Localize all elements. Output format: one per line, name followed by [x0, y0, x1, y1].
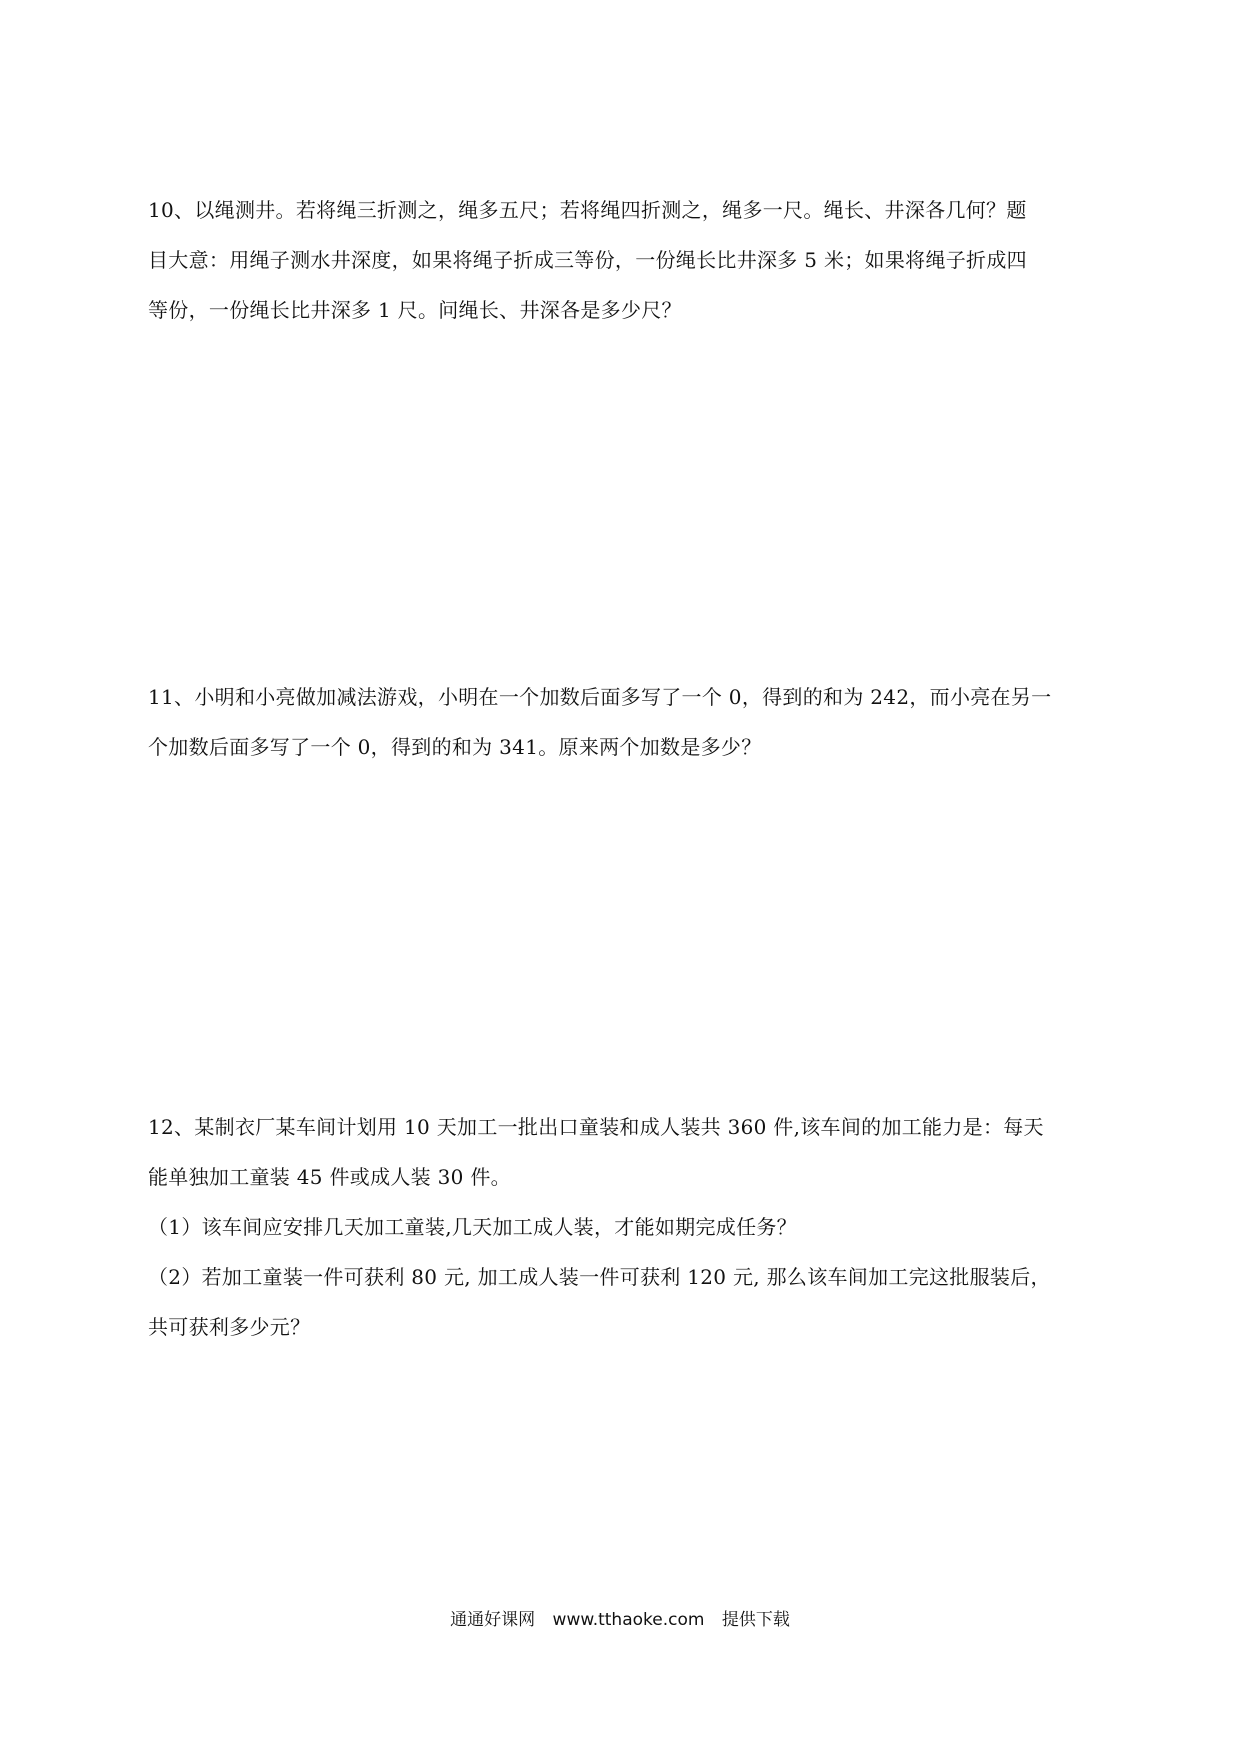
question-10 — [148, 185, 1098, 335]
footer-url: www.tthaoke.com — [552, 1610, 705, 1630]
question-11-line-2: 个加数后面多写了一个 0，得到的和为 341。原来两个加数是多少？ — [148, 735, 762, 759]
question-12-part-1: （1）该车间应安排几天加工童装,几天加工成人装，才能如期完成任务？ — [148, 1215, 797, 1239]
footer-suffix: 提供下载 — [721, 1610, 790, 1630]
question-10-line-1: 10、以绳测井。若将绳三折测之，绳多五尺；若将绳四折测之，绳多一尺。绳长、井深各几何？题 — [148, 198, 1027, 222]
question-11-line-1: 11、小明和小亮做加减法游戏，小明在一个加数后面多写了一个 0，得到的和为 242，而小亮在另一 — [148, 685, 1052, 709]
question-12 — [148, 1102, 1098, 1352]
footer-site-name: 通通好课网 — [450, 1610, 536, 1630]
question-10-line-2: 目大意：用绳子测水井深度，如果将绳子折成三等份，一份绳长比井深多 5 米；如果将绳子折成四 — [148, 248, 1027, 272]
question-10-line-3: 等份，一份绳长比井深多 1 尺。问绳长、井深各是多少尺？ — [148, 298, 682, 322]
page-footer — [0, 1608, 1240, 1632]
question-11 — [148, 672, 1098, 772]
question-12-line-1: 12、某制衣厂某车间计划用 10 天加工一批出口童装和成人装共 360 件,该车间的加工能力是：每天 — [148, 1115, 1044, 1139]
question-12-part-2-line-2: 共可获利多少元？ — [148, 1315, 311, 1339]
question-12-part-2-line-1: （2）若加工童装一件可获利 80 元, 加工成人装一件可获利 120 元, 那么该车间加工完这批服装后， — [148, 1265, 1051, 1289]
question-12-line-2: 能单独加工童装 45 件或成人装 30 件。 — [148, 1165, 511, 1189]
